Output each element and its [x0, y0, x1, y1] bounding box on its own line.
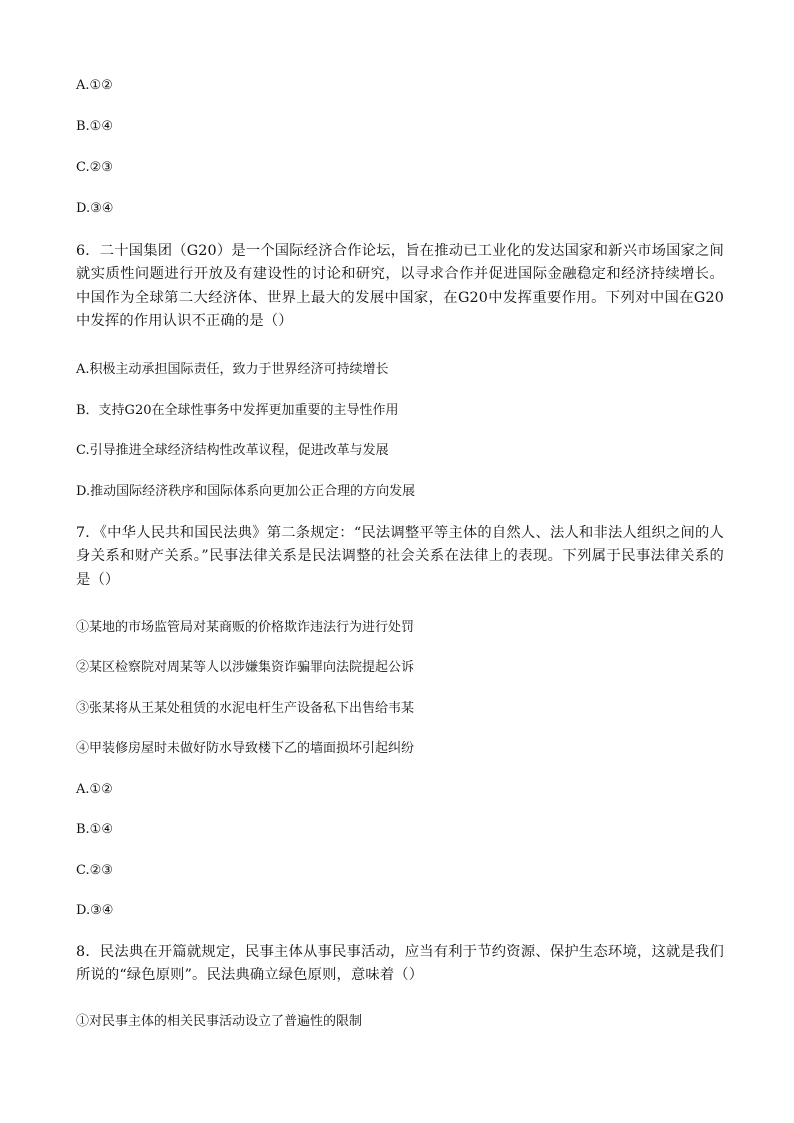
- q7-item-1: ①某地的市场监管局对某商贩的价格欺诈违法行为进行处罚: [76, 620, 415, 635]
- q6-stem: 6．二十国集团（G20）是一个国际经济合作论坛，旨在推动已工业化的发达国家和新兴市场国家之间就实质性问题进行开放及有建设性的讨论和研究，以寻求合作并促进国际金融稳定和经济持续增长。中国作为全球第二大经济体、世界上最大的发展中国家，在G20中发挥重要作用。下列对中国在G20中发挥的作用认识不正确的是（）: [76, 243, 724, 330]
- q6-option-b: B．支持G20在全球性事务中发挥更加重要的主导性作用: [76, 403, 399, 418]
- q8-item-1: ①对民事主体的相关民事活动设立了普遍性的限制: [76, 1014, 363, 1029]
- q5-option-d: D.③④: [76, 201, 114, 216]
- q7-option-b: B.①④: [76, 822, 113, 837]
- q6-option-c: C.引导推进全球经济结构性改革议程，促进改革与发展: [76, 443, 389, 458]
- q7-option-c: C.②③: [76, 863, 113, 878]
- q7-item-2: ②某区检察院对周某等人以涉嫌集资诈骗罪向法院提起公诉: [76, 660, 415, 675]
- q8-stem: 8．民法典在开篇就规定，民事主体从事民事活动，应当有利于节约资源、保护生态环境，这就是我们所说的“绿色原则”。民法典确立绿色原则，意味着（）: [76, 944, 724, 984]
- q6-option-d: D.推动国际经济秩序和国际体系向更加公正合理的方向发展: [76, 484, 416, 499]
- q5-option-a: A.①②: [76, 78, 113, 93]
- q7-option-d: D.③④: [76, 903, 114, 918]
- q7-item-4: ④甲装修房屋时未做好防水导致楼下乙的墙面损坏引起纠纷: [76, 741, 415, 756]
- q7-option-a: A.①②: [76, 782, 113, 797]
- q7-item-3: ③张某将从王某处租赁的水泥电杆生产设备私下出售给韦某: [76, 701, 415, 716]
- q5-option-b: B.①④: [76, 119, 113, 134]
- q7-stem: 7．《中华人民共和国民法典》第二条规定：“民法调整平等主体的自然人、法人和非法人组织之间的人身关系和财产关系。”民事法律关系是民法调整的社会关系在法律上的表现。下列属于民事法律关系的是（）: [76, 525, 724, 588]
- q5-option-c: C.②③: [76, 160, 113, 175]
- q6-option-a: A.积极主动承担国际责任，致力于世界经济可持续增长: [76, 362, 389, 377]
